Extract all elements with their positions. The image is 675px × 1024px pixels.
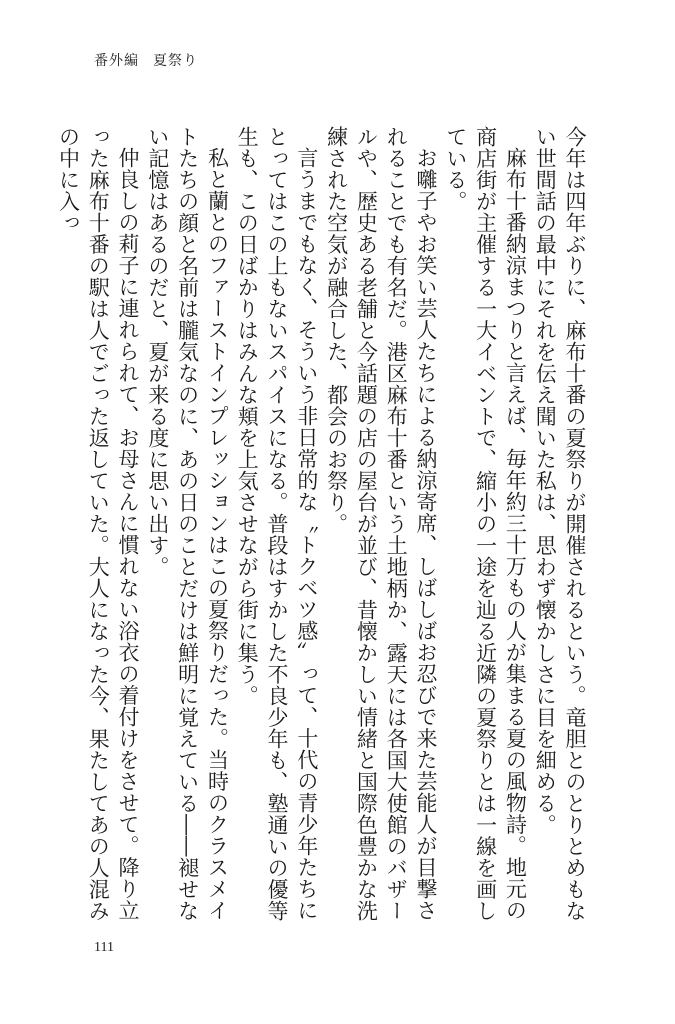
running-header: [94, 50, 198, 70]
section-title: 番外編: [94, 53, 139, 69]
chapter-title: 夏祭り: [153, 53, 198, 69]
paragraph: 今年は四年ぶりに、麻布十番の夏祭りが開催されるという。竜胆とのとりとめもない世間話の最中にそれを伝え聞いた私は、思わず懐かしさに目を細める。: [533, 126, 587, 922]
paragraph: 言うまでもなく、そういう非日常的な〝トクベツ感〟って、十代の青少年たちにとってはこの上もないスパイスになる。普段はすかした不良少年も、塾通いの優等生も、この日ばかりはみんな頬を上気させながら街に集う。: [235, 126, 319, 922]
paragraph: 麻布十番納涼まつりと言えば、毎年約三十万もの人が集まる夏の風物詩。地元の商店街が主催する一大イベントで、縮小の一途を辿る近隣の夏祭りとは一線を画している。: [443, 126, 528, 922]
paragraph: 私と蘭とのファーストインプレッションはこの夏祭りだった。当時のクラスメイトたちの顔と名前は朧気なのに、あの日のことだけは鮮明に覚えている――褪せない記憶はあるのだと、夏が来る度に思い出す。: [145, 126, 230, 922]
page-number: 111: [94, 940, 114, 955]
paragraph: 仲良しの莉子に連れられて、お母さんに慣れない浴衣の着付けをさせて。降り立った麻布十番の駅は人でごった返していた。大人になった今、果たしてあの人混みの中に入っ: [56, 126, 141, 922]
body-text: [53, 126, 589, 926]
paragraph: お囃子やお笑い芸人たちによる納涼寄席、しばしばお忍びで来た芸能人が目撃されることでも有名だ。港区麻布十番という土地柄か、露天には各国大使館のバザールや、歴史ある老舗と今話題の店の屋台が並び、昔懐かしい情緒と国際色豊かな洗練された空気が融合した、都会のお祭り。: [324, 126, 439, 922]
